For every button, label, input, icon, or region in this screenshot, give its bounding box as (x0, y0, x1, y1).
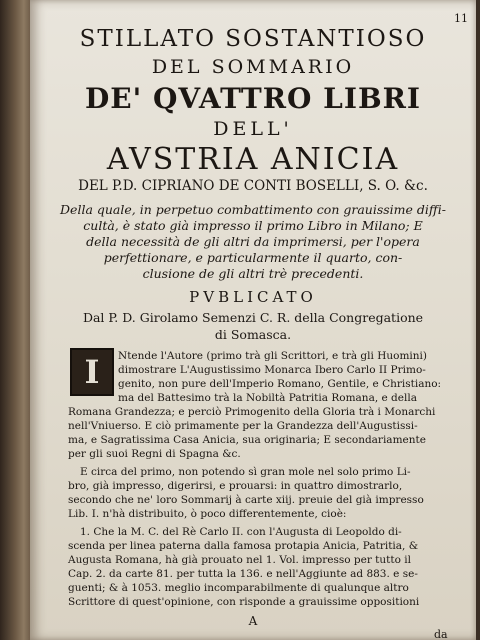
publisher-line-2: di Somasca. (214, 327, 292, 342)
body-line: genito, non pure dell'Imperio Romano, Gentile, e Christiano: (118, 378, 442, 390)
drop-cap-letter: I (84, 353, 100, 391)
body-line: guenti; & à 1053. meglio incomparabilmente di qualunque altro (68, 582, 409, 594)
title-line-5: AVSTRIA ANICIA (106, 142, 400, 177)
body-line: dimostrare L'Augustissimo Monarca Ibero Carlo II Primo- (118, 364, 426, 376)
italic-line: perfettionare, e particularmente il quarto, con- (103, 250, 403, 265)
italic-line: cultà, è stato già impresso il primo Libro in Milano; E (83, 218, 423, 233)
body-line: ma del Battesimo trà la Nobiltà Patritia Romana, e della (118, 392, 417, 404)
italic-line: della necessità de gli altri da imprimersi, per l'opera (86, 234, 420, 249)
body-line: secondo che ne' loro Sommarij à carte xiij. preuie del già impresso (68, 494, 424, 506)
body-line: Cap. 2. da carte 81. per tutta la 136. e nell'Aggiunte ad 883. e se- (68, 568, 418, 580)
body-line: Scrittore di quest'opinione, con risponde a grauissime oppositioni (68, 596, 420, 608)
catchword: da (434, 628, 448, 640)
body-line: scenda per linea paterna dalla famosa protapia Anicia, Patritia, & (68, 540, 419, 552)
body-line: Ntende l'Autore (primo trà gli Scrittori, e trà gli Huomini) (118, 350, 427, 362)
page-number: 11 (454, 12, 468, 25)
title-line-3: DE' QVATTRO LIBRI (85, 82, 421, 115)
publisher-line-1: Dal P. D. Girolamo Semenzi C. R. della Congregatione (82, 310, 424, 325)
body-line: bro, già impresso, digerirsi, e prouarsi: in quattro dimostrarlo, (68, 480, 403, 492)
body-line: nell'Vniuerso. E ciò primamente per la Grandezza dell'Augustissi- (68, 420, 418, 432)
body-line: 1. Che la M. C. del Rè Carlo II. con l'Augusta di Leopoldo di- (80, 526, 402, 538)
book-page (30, 0, 476, 640)
body-line: per gli suoi Regni di Spagna &c. (68, 448, 241, 460)
body-line: Lib. I. n'hà distribuito, ò poco differentemente, cioè: (68, 508, 347, 520)
signature-mark: A (248, 614, 258, 628)
author-line: DEL P.D. CIPRIANO DE CONTI BOSELLI, S. O. &c. (78, 178, 428, 194)
italic-line: clusione de gli altri trè precedenti. (142, 266, 364, 281)
title-line-2: DEL SOMMARIO (151, 56, 355, 78)
body-line: Augusta Romana, hà già prouato nel 1. Vol. impresso per tutto il (68, 554, 411, 566)
italic-line: Della quale, in perpetuo combattimento con grauissime diffi- (60, 202, 446, 217)
body-line: E circa del primo, non potendo sì gran mole nel solo primo Li- (80, 466, 411, 478)
title-line-1: STILLATO SOSTANTIOSO (79, 26, 427, 52)
publicato-heading: PVBLICATO (189, 288, 317, 306)
body-line: Romana Grandezza; e perciò Primogenito della Gloria trà i Monarchi (68, 406, 436, 418)
body-line: ma, e Sagratissima Casa Anicia, sua originaria; E secondariamente (68, 434, 426, 446)
book-left-edge (0, 0, 34, 640)
drop-cap (70, 348, 114, 396)
title-line-4: DELL' (213, 118, 293, 140)
